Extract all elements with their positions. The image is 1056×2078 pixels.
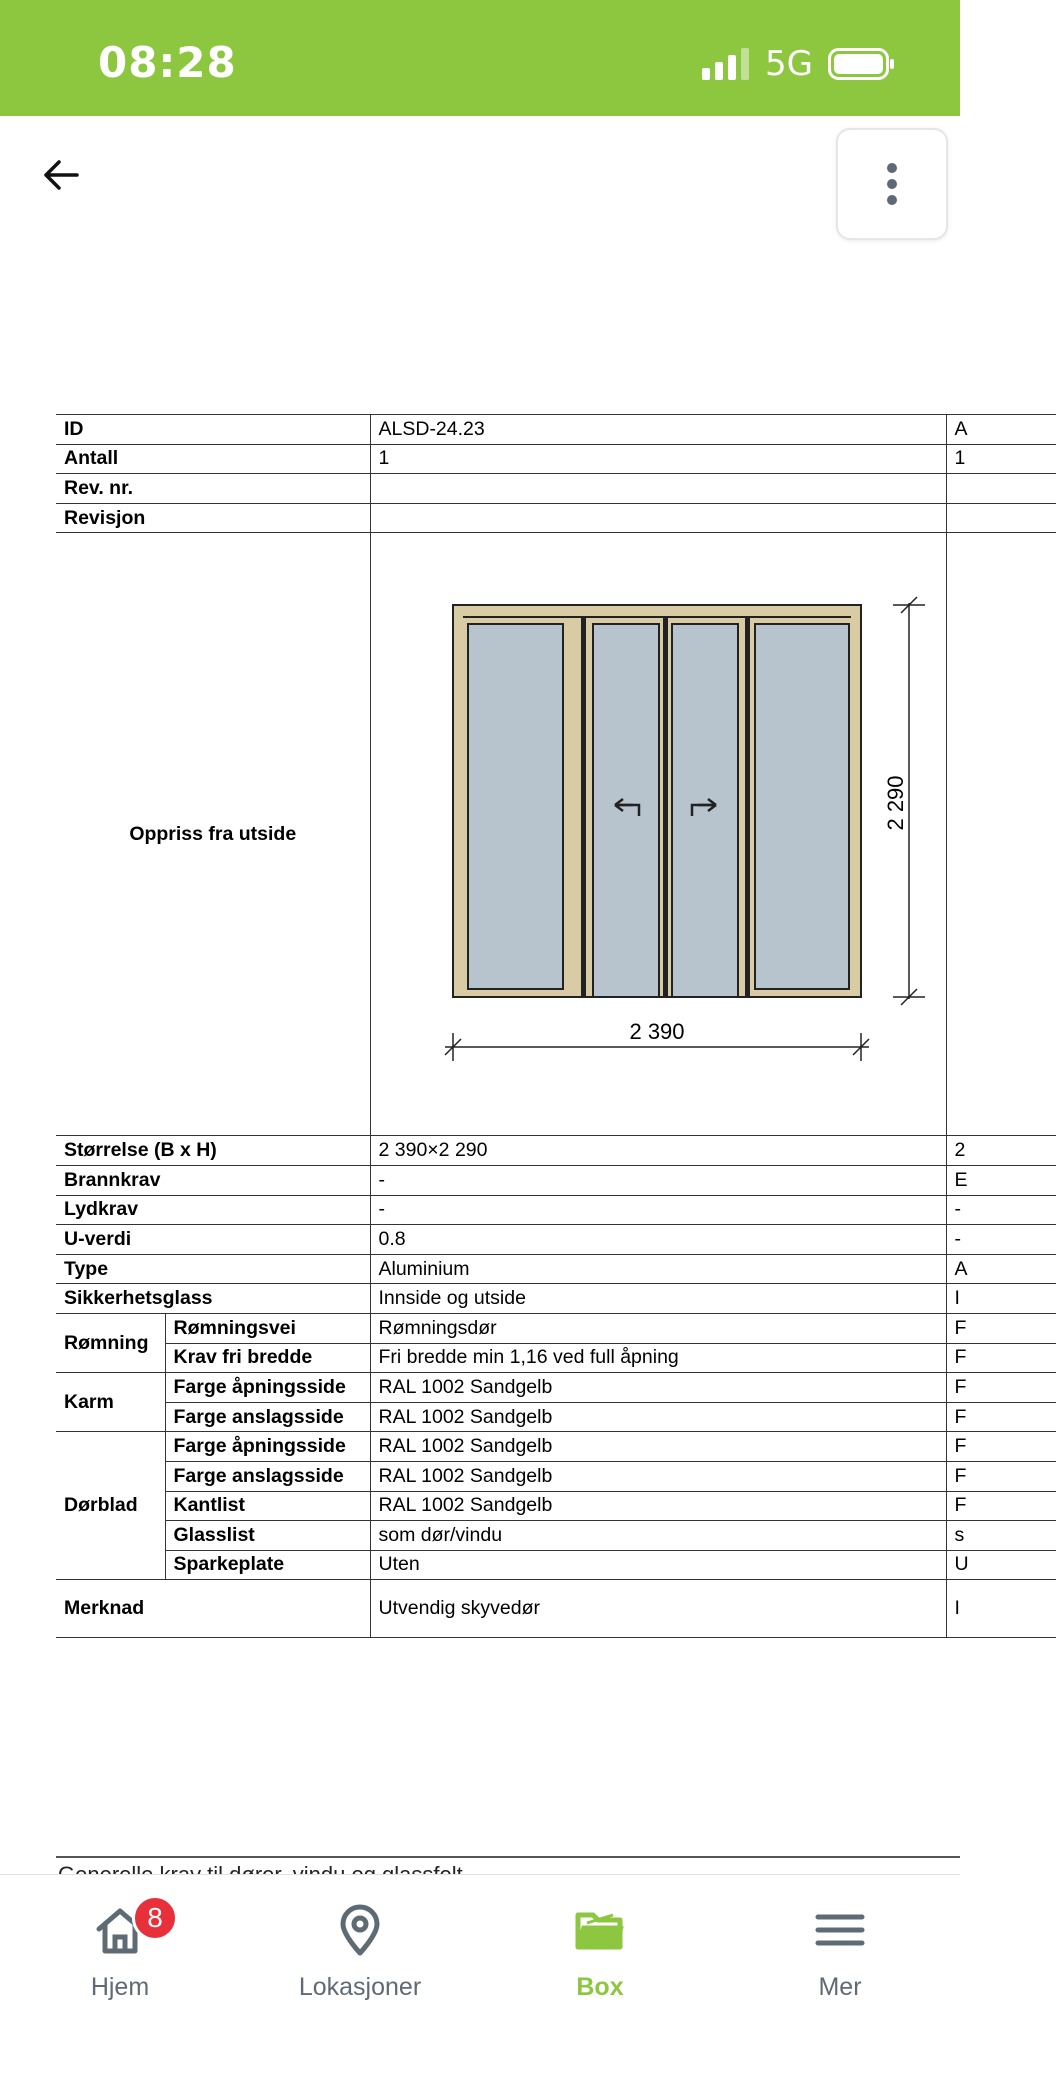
row-value: 2 390×2 290: [370, 1136, 946, 1166]
row-extra: F: [946, 1402, 1056, 1432]
table-row: [56, 1461, 1056, 1491]
row-value: 1: [370, 444, 946, 474]
glass-pane: [672, 624, 738, 997]
row-value: Uten: [370, 1550, 946, 1580]
row-extra: E: [946, 1165, 1056, 1195]
table-row: [56, 1343, 1056, 1373]
elevation-drawing-cell: [370, 533, 946, 1136]
row-extra: -: [946, 1195, 1056, 1225]
bottom-tab-bar: [0, 1874, 960, 2078]
row-label: Glasslist: [165, 1521, 370, 1551]
table-row: [56, 1491, 1056, 1521]
row-label: Kantlist: [165, 1491, 370, 1521]
row-extra: U: [946, 1550, 1056, 1580]
row-extra: [946, 533, 1056, 1136]
row-value: Innside og utside: [370, 1284, 946, 1314]
notification-badge: 8: [132, 1895, 178, 1941]
row-label: Type: [56, 1254, 370, 1284]
door-elevation-drawing: [371, 533, 947, 1129]
row-value: RAL 1002 Sandgelb: [370, 1402, 946, 1432]
row-value: Aluminium: [370, 1254, 946, 1284]
tab-hjem[interactable]: [30, 1893, 210, 2013]
menu-icon: [813, 1903, 867, 1957]
table-row: [56, 415, 1056, 445]
row-label: Farge åpningsside: [165, 1373, 370, 1403]
tab-lokasjoner[interactable]: [270, 1893, 450, 2013]
drawing-row: [56, 533, 1056, 1136]
table-row: [56, 1373, 1056, 1403]
table-row: [56, 1521, 1056, 1551]
row-value: Utvendig skyvedør: [370, 1580, 946, 1638]
row-label: Størrelse (B x H): [56, 1136, 370, 1166]
glass-pane: [593, 624, 659, 997]
table-row: [56, 1313, 1056, 1343]
row-value: 0.8: [370, 1225, 946, 1255]
row-extra: F: [946, 1432, 1056, 1462]
row-extra: 1: [946, 444, 1056, 474]
signal-icon: [702, 48, 750, 80]
group-label-dorblad: Dørblad: [56, 1432, 165, 1580]
location-pin-icon: [333, 1903, 387, 1957]
row-extra: I: [946, 1580, 1056, 1638]
arrow-left-icon: [41, 155, 81, 195]
row-extra: F: [946, 1491, 1056, 1521]
row-label: Krav fri bredde: [165, 1343, 370, 1373]
row-label: Lydkrav: [56, 1195, 370, 1225]
row-extra: A: [946, 415, 1056, 445]
row-value: som dør/vindu: [370, 1521, 946, 1551]
door-spec-document: [56, 414, 969, 1638]
folder-icon: [573, 1903, 627, 1957]
row-extra: [946, 503, 1056, 533]
row-label: Merknad: [56, 1580, 370, 1638]
table-row: [56, 1284, 1056, 1314]
tab-label: Box: [576, 1973, 624, 2001]
row-value: Rømningsdør: [370, 1313, 946, 1343]
table-row: [56, 1165, 1056, 1195]
table-row: [56, 1225, 1056, 1255]
row-label: Farge anslagsside: [165, 1402, 370, 1432]
row-label: ID: [56, 415, 370, 445]
row-extra: F: [946, 1461, 1056, 1491]
row-value: -: [370, 1195, 946, 1225]
row-extra: s: [946, 1521, 1056, 1551]
tab-box[interactable]: [510, 1893, 690, 2013]
row-value: RAL 1002 Sandgelb: [370, 1491, 946, 1521]
row-extra: 2: [946, 1136, 1056, 1166]
table-row: [56, 503, 1056, 533]
row-extra: A: [946, 1254, 1056, 1284]
row-label: Rev. nr.: [56, 474, 370, 504]
glass-pane: [468, 624, 563, 989]
table-row: [56, 1402, 1056, 1432]
row-value: -: [370, 1165, 946, 1195]
panel-divider: [581, 617, 586, 997]
row-value: RAL 1002 Sandgelb: [370, 1373, 946, 1403]
status-bar: [0, 0, 960, 116]
tab-mer[interactable]: [750, 1893, 930, 2013]
panel-divider: [663, 617, 668, 997]
row-label: U-verdi: [56, 1225, 370, 1255]
row-extra: I: [946, 1284, 1056, 1314]
row-extra: [946, 474, 1056, 504]
row-label: Sikkerhetsglass: [56, 1284, 370, 1314]
row-label: Revisjon: [56, 503, 370, 533]
door-spec-table: [56, 414, 1056, 1638]
group-label-karm: Karm: [56, 1373, 165, 1432]
table-row: [56, 1550, 1056, 1580]
tab-label: Hjem: [90, 1973, 150, 2001]
network-type: 5G: [765, 44, 813, 84]
glass-pane: [755, 624, 849, 989]
width-dimension-label: 2 390: [628, 1019, 685, 1045]
tab-label: Mer: [818, 1973, 862, 2001]
vertical-ellipsis-icon: [884, 162, 900, 206]
table-row: [56, 1580, 1056, 1638]
table-row: [56, 1136, 1056, 1166]
row-value: [370, 503, 946, 533]
row-label: Antall: [56, 444, 370, 474]
battery-icon: [828, 48, 896, 80]
status-time: 08:28: [98, 38, 237, 87]
row-extra: -: [946, 1225, 1056, 1255]
drawing-label: Oppriss fra utside: [56, 533, 370, 1136]
more-options-button[interactable]: [836, 128, 948, 240]
row-extra: F: [946, 1313, 1056, 1343]
row-value: [370, 474, 946, 504]
row-label: Rømningsvei: [165, 1313, 370, 1343]
table-row: [56, 1432, 1056, 1462]
row-label: Farge anslagsside: [165, 1461, 370, 1491]
tab-label: Lokasjoner: [298, 1973, 422, 2001]
table-row: [56, 1195, 1056, 1225]
table-row: [56, 474, 1056, 504]
row-label: Farge åpningsside: [165, 1432, 370, 1462]
section-divider: [56, 1856, 960, 1858]
row-value: Fri bredde min 1,16 ved full åpning: [370, 1343, 946, 1373]
table-row: [56, 444, 1056, 474]
row-label: Brannkrav: [56, 1165, 370, 1195]
row-value: ALSD-24.23: [370, 415, 946, 445]
row-extra: F: [946, 1343, 1056, 1373]
row-extra: F: [946, 1373, 1056, 1403]
table-row: [56, 1254, 1056, 1284]
panel-divider: [745, 617, 750, 997]
row-value: RAL 1002 Sandgelb: [370, 1461, 946, 1491]
row-value: RAL 1002 Sandgelb: [370, 1432, 946, 1462]
row-label: Sparkeplate: [165, 1550, 370, 1580]
height-dimension-label: 2 290: [882, 775, 908, 831]
back-button[interactable]: [36, 150, 86, 200]
group-label-romning: Rømning: [56, 1313, 165, 1372]
